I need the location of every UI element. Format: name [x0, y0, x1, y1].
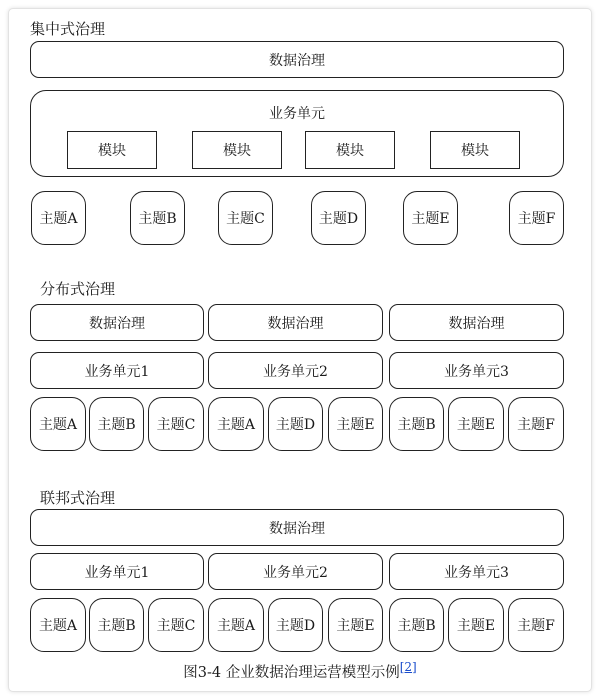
topic-box: 主题C	[218, 191, 273, 245]
federated-governance-box: 数据治理	[30, 509, 564, 546]
topic-box: 主题B	[89, 397, 144, 451]
distributed-unit-box: 业务单元3	[389, 352, 564, 389]
topic-box: 主题E	[448, 397, 504, 451]
topic-box: 主题A	[208, 598, 264, 652]
topic-box: 主题E	[448, 598, 504, 652]
distributed-governance-box: 数据治理	[208, 304, 383, 341]
module-box: 模块	[430, 131, 520, 169]
distributed-unit-box: 业务单元1	[30, 352, 204, 389]
module-box: 模块	[305, 131, 395, 169]
centralized-governance-box: 数据治理	[30, 41, 564, 78]
topic-box: 主题A	[30, 598, 86, 652]
centralized-title: 集中式治理	[30, 20, 106, 38]
caption-reference-link[interactable]: [2]	[399, 660, 417, 674]
distributed-governance-box: 数据治理	[30, 304, 204, 341]
topic-box: 主题D	[268, 397, 323, 451]
topic-box: 主题E	[328, 598, 383, 652]
topic-box: 主题B	[389, 397, 444, 451]
topic-box: 主题A	[208, 397, 264, 451]
topic-box: 主题E	[328, 397, 383, 451]
topic-box: 主题B	[389, 598, 444, 652]
figure-caption	[0, 660, 600, 682]
topic-box: 主题D	[268, 598, 323, 652]
topic-box: 主题C	[148, 598, 204, 652]
topic-box: 主题F	[509, 191, 564, 245]
topic-box: 主题D	[311, 191, 366, 245]
topic-box: 主题F	[508, 397, 564, 451]
federated-unit-box: 业务单元3	[389, 553, 564, 590]
caption-text: 图3-4 企业数据治理运营模型示例	[183, 664, 400, 681]
topic-box: 主题C	[148, 397, 204, 451]
distributed-title: 分布式治理	[40, 280, 116, 298]
distributed-governance-box: 数据治理	[389, 304, 564, 341]
topic-box: 主题F	[508, 598, 564, 652]
topic-box: 主题B	[89, 598, 144, 652]
topic-box: 主题A	[31, 191, 86, 245]
topic-box: 主题E	[403, 191, 458, 245]
distributed-unit-box: 业务单元2	[208, 352, 383, 389]
module-box: 模块	[67, 131, 157, 169]
topic-box: 主题A	[30, 397, 86, 451]
module-box: 模块	[192, 131, 282, 169]
topic-box: 主题B	[130, 191, 185, 245]
federated-unit-box: 业务单元2	[208, 553, 383, 590]
federated-unit-box: 业务单元1	[30, 553, 204, 590]
federated-title: 联邦式治理	[40, 489, 116, 507]
business-unit-label: 业务单元	[269, 106, 325, 122]
